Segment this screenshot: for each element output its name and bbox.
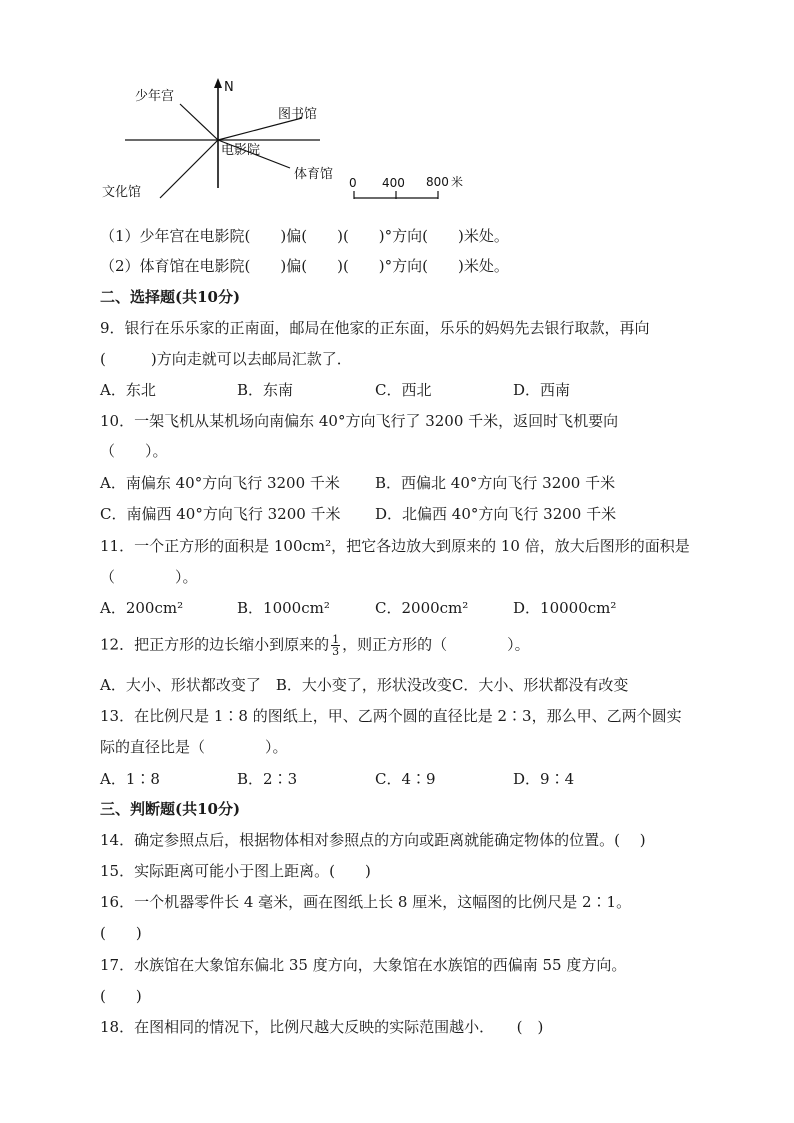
- fraction-numerator: 1: [332, 633, 340, 646]
- youth-palace-ray: [180, 104, 218, 140]
- q11-text-line2: （ ）。: [100, 568, 198, 586]
- q13-option-c: C．4∶9: [375, 770, 436, 788]
- q9-option-a: A．东北: [100, 381, 156, 399]
- q14-text: 14．确定参照点后，根据物体相对参照点的方向或距离就能确定物体的位置。( ): [100, 831, 646, 849]
- q17-text-line1: 17．水族馆在大象馆东偏北 35 度方向，大象馆在水族馆的西偏南 55 度方向。: [100, 956, 627, 974]
- direction-diagram: [90, 70, 490, 210]
- q12-text-post: ，则正方形的（ ）。: [342, 635, 530, 654]
- q9-option-c: C．西北: [375, 381, 432, 399]
- q12-options: A．大小、形状都改变了 B．大小变了，形状没改变C．大小、形状都没有改变: [100, 676, 629, 694]
- q9-text-line1: 9．银行在乐乐家的正南面，邮局在他家的正东面，乐乐的妈妈先去银行取款，再向: [100, 319, 650, 337]
- q10-option-c: C．南偏西 40°方向飞行 3200 千米: [100, 505, 341, 523]
- culture-hall-ray: [160, 140, 218, 198]
- library-label: 图书馆: [278, 107, 318, 122]
- scale-tick-0: 0: [349, 176, 357, 190]
- q9-option-d: D．西南: [513, 381, 571, 399]
- q11-text-line1: 11．一个正方形的面积是 100cm²，把它各边放大到原来的 10 倍，放大后图形的面积是: [100, 537, 690, 555]
- youth-palace-label: 少年宫: [135, 89, 175, 104]
- q13-option-b: B．2∶3: [237, 770, 298, 788]
- q13-option-d: D．9∶4: [513, 770, 575, 788]
- culture-hall-label: 文化馆: [102, 185, 142, 200]
- q8-part1: （1）少年宫在电影院( )偏( )( )°方向( )米处。: [100, 227, 509, 245]
- q16-answer-blank: ( ): [100, 924, 142, 942]
- q10-option-d: D．北偏西 40°方向飞行 3200 千米: [375, 505, 617, 523]
- q9-option-b: B．东南: [237, 381, 294, 399]
- q10-option-b: B．西偏北 40°方向飞行 3200 千米: [375, 474, 616, 492]
- section-heading-judge: 三、判断题(共10分): [100, 800, 241, 818]
- north-label: N: [224, 80, 234, 95]
- q11-option-b: B．1000cm²: [237, 599, 330, 617]
- q11-option-c: C．2000cm²: [375, 599, 469, 617]
- q10-text-line1: 10．一架飞机从某机场向南偏东 40°方向飞行了 3200 千米，返回时飞机要向: [100, 412, 619, 430]
- q13-text-line1: 13．在比例尺是 1∶8 的图纸上，甲、乙两个圆的直径比是 2∶3，那么甲、乙两个圆实: [100, 707, 682, 725]
- q12-text-pre: 12．把正方形的边长缩小到原来的: [100, 635, 330, 654]
- section-heading-choice: 二、选择题(共10分): [100, 288, 241, 306]
- q11-option-d: D．10000cm²: [513, 599, 617, 617]
- q17-answer-blank: ( ): [100, 987, 142, 1005]
- q9-text-line2: ( )方向走就可以去邮局汇款了．: [100, 350, 352, 368]
- scale-bar: [349, 174, 463, 199]
- q16-text-line1: 16．一个机器零件长 4 毫米，画在图纸上长 8 厘米，这幅图的比例尺是 2∶1。: [100, 893, 632, 911]
- q15-text: 15．实际距离可能小于图上距离。( ): [100, 862, 371, 880]
- north-arrow-icon: [214, 78, 222, 88]
- one-third-fraction: [331, 634, 340, 657]
- q12-text: [100, 634, 530, 657]
- q11-option-a: A．200cm²: [100, 599, 184, 617]
- q13-option-a: A．1∶8: [100, 770, 160, 788]
- cinema-label: 电影院: [221, 143, 261, 158]
- q13-text-line2: 际的直径比是（ ）。: [100, 738, 288, 756]
- stadium-label: 体育馆: [294, 167, 334, 182]
- fraction-denominator: 3: [332, 645, 340, 658]
- scale-unit: 米: [451, 175, 464, 189]
- q10-option-a: A．南偏东 40°方向飞行 3200 千米: [100, 474, 340, 492]
- scale-tick-800: 800: [426, 175, 449, 189]
- q8-part2: （2）体育馆在电影院( )偏( )( )°方向( )米处。: [100, 257, 509, 275]
- q18-text: 18．在图相同的情况下，比例尺越大反映的实际范围越小． ( ): [100, 1018, 544, 1036]
- scale-tick-400: 400: [382, 176, 405, 190]
- q10-text-line2: （ ）。: [100, 442, 168, 460]
